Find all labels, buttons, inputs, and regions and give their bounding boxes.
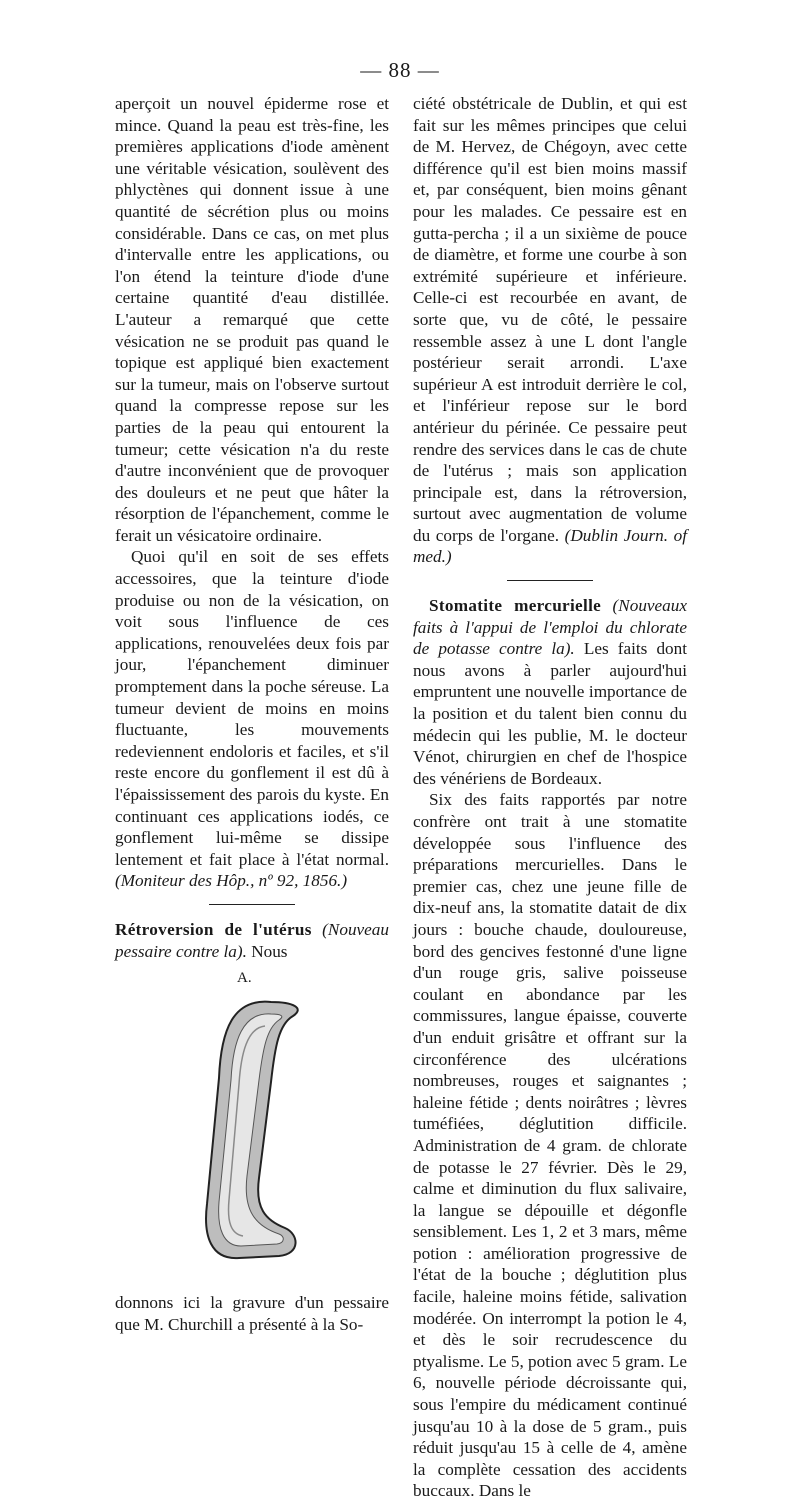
section-lead-retroversion: Nous — [251, 941, 288, 961]
right-paragraph-1-reference: (Dublin Journ. of med.) — [413, 525, 688, 567]
page-number: — 88 — — [360, 58, 440, 82]
section-title-stomatite: Stomatite mercurielle — [429, 596, 602, 616]
right-column — [413, 93, 687, 1502]
section-lead-stomatite: Les faits dont nous avons à parler aujourd'hui empruntent une nouvelle importance de la position et du talent bien connu du médecin qui les publie, M. le docteur Vénot, chirurgien en chef de l'hospice des vénériens de Bordeaux. — [413, 639, 688, 788]
pessary-figure — [115, 968, 389, 1278]
pessary-illustration — [115, 968, 389, 1278]
section-heading-retroversion — [115, 919, 389, 962]
section-title-retroversion: Rétroversion de l'utérus — [115, 919, 312, 939]
left-column — [115, 93, 389, 1335]
figure-label: A. — [237, 970, 252, 987]
section-divider — [507, 580, 593, 581]
section-divider — [209, 904, 295, 905]
right-paragraph-2: Six des faits rapportés par notre confrère ont trait à une stomatite développée sous l'influence des préparations mercurielles. Dans le premier cas, chez une jeune fille de dix-neuf ans, la stomatite datait de dix jours : bouche chaude, douloureuse, bord des gencives festonné d'une ligne d'un rouge gris, salive poisseuse coulant en abondance par les commissures, langue épaisse, couverte d'un enduit grisâtre et offrant sur la circonférence des ulcérations nombreuses, rouges et saignantes ; haleine fétide ; dents noirâtres ; lèvres tuméfiées, déglutition difficile. Administration de 4 gram. de chlorate de potasse le 27 février. Dès le 29, calme et diminution du flux salivaire, la langue se dépouille et dégonfle sensiblement. Les 1, 2 et 3 mars, même potion : amélioration progressive de l'état de la bouche ; déglutition plus facile, haleine moins fétide, salivation modérée. On interrompt la potion le 4, et dès le soir recrudescence du ptyalisme. Le 5, potion avec 5 gram. Le 6, nouvelle période décroissante qui, sous l'empire du médicament continué jusqu'au 10 à la dose de 5 gram., puis réduit jusqu'au 15 à celle de 4, amène la complète cessation des accidents buccaux. Dans le — [413, 790, 687, 1501]
right-paragraph-1-text: ciété obstétricale de Dublin, et qui est fait sur les mêmes principes que celui de M. Hervez, de Chégoyn, avec cette différence qu'il est bien moins massif et, par conséquent, bien moins gênant pour les malades. Ce pessaire est en gutta-percha ; il a un sixième de pouce de diamètre, et forme une courbe à son extrémité supérieure et inférieure. Celle-ci est recourbée en avant, de sorte que, vu de côté, le pessaire ressemble assez à une L dont l'angle postérieur serait arrondi. L'axe supérieur A est introduit derrière le col, et l'inférieur repose sur le bord antérieur du périnée. Ce pessaire peut rendre des services dans le cas de chute de l'utérus ; mais son application principale est, dans la rétroversion, surtout avec augmentation de volume du corps de l'organe. — [413, 94, 687, 545]
left-paragraph-1: aperçoit un nouvel épiderme rose et mince. Quand la peau est très-fine, les premières applications d'iode amènent une véritable vésication, soulèvent des phlyctènes qui donnent issue à une quantité de sécrétion plus ou moins considérable. Dans ce cas, on met plus d'intervalle entre les applications, ou l'on étend la teinture d'iode d'une certaine quantité d'eau distillée. L'auteur a remarqué que cette vésication ne se produit pas quand le topique est appliqué bien exactement sur la tumeur, mais on l'observe surtout quand la compresse repose sur les parties de la peau qui entourent la tumeur; cette vésication n'a du reste d'autre inconvénient que de provoquer des douleurs et ne peut que hâter la résorption de l'épanchement, comme le ferait un vésicatoire ordinaire. — [115, 94, 389, 545]
left-paragraph-2 — [115, 546, 389, 892]
left-paragraph-2-text: Quoi qu'il en soit de ses effets accessoires, que la teinture d'iode produise ou non de la vésication, on voit sous l'influence de ces applications, renouvelées deux fois par jour, l'épanchement diminuer promptement dans la poche séreuse. La tumeur devient de moins en moins fluctuante, les mouvements redeviennent endoloris et faciles, et s'il reste encore du gonflement il est dû à l'épaississement des parois du kyste. En continuant ces applications iodés, ce gonflement lui-même se dissipe lentement et fait place à l'état normal. — [115, 547, 389, 869]
left-paragraph-3: donnons ici la gravure d'un pessaire que M. Churchill a présenté à la So- — [115, 1293, 389, 1334]
section-heading-stomatite — [413, 595, 687, 789]
section-subtitle-stomatite: (Nouveaux faits à l'appui de l'emploi du chlorate de potasse contre la). — [413, 596, 687, 659]
section-subtitle-retroversion: (Nouveau pessaire contre la). — [115, 919, 389, 961]
left-paragraph-2-reference: (Moniteur des Hôp., nº 92, 1856.) — [115, 871, 348, 891]
right-paragraph-1 — [413, 93, 687, 568]
